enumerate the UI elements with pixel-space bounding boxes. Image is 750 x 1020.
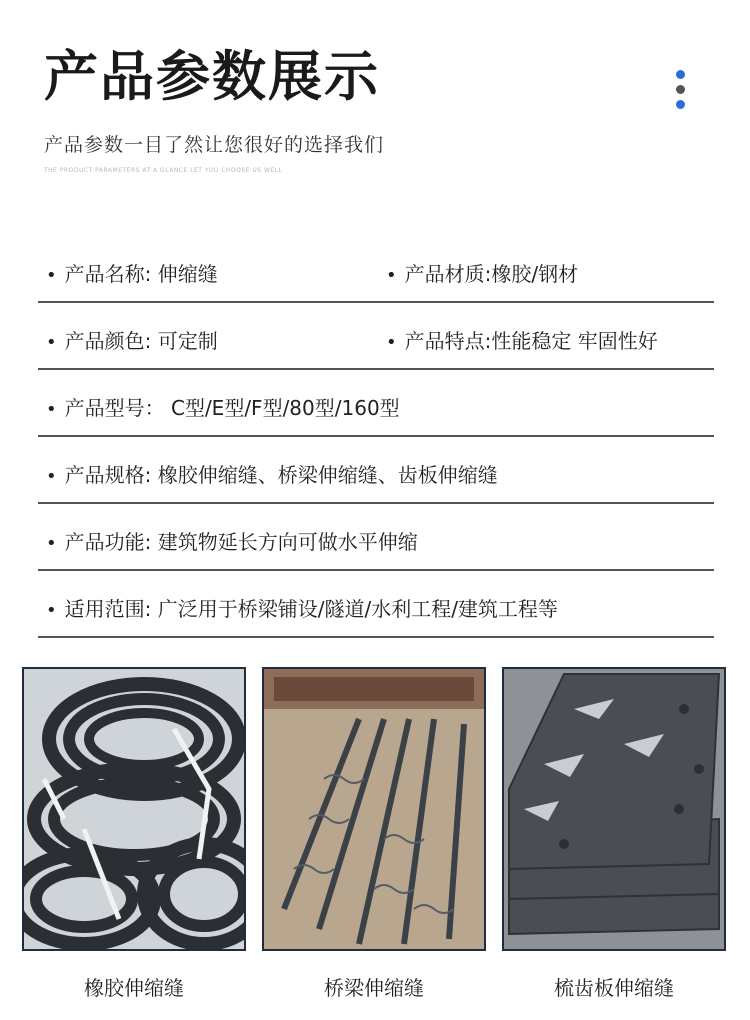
- bullet-icon: •: [46, 533, 57, 554]
- dot-icon: [676, 70, 685, 79]
- param-row: [38, 236, 714, 303]
- param-row: [38, 370, 714, 437]
- param-material: 产品材质:橡胶/钢材: [404, 262, 579, 286]
- bullet-icon: •: [46, 399, 57, 420]
- param-color: 产品颜色: 可定制: [64, 329, 218, 353]
- bullet-icon: •: [46, 466, 57, 487]
- bullet-icon: •: [386, 265, 397, 286]
- photo-caption: 桥梁伸缩缝: [324, 976, 424, 1000]
- param-scope: 适用范围: 广泛用于桥梁铺设/隧道/水利工程/建筑工程等: [64, 597, 558, 621]
- param-row: [38, 571, 714, 638]
- rubber-coil-photo[interactable]: [22, 667, 246, 951]
- param-row: [38, 504, 714, 571]
- param-list: [38, 236, 714, 638]
- page-subtitle: 产品参数一目了然让您很好的选择我们: [44, 134, 385, 156]
- param-model: 产品型号： C型/E型/F型/80型/160型: [64, 396, 400, 420]
- param-row: [38, 303, 714, 370]
- bullet-icon: •: [46, 265, 57, 286]
- photo-caption: 梳齿板伸缩缝: [554, 976, 674, 1000]
- dot-icon: [676, 100, 685, 109]
- param-name: 产品名称: 伸缩缝: [64, 262, 218, 286]
- page-title: 产品参数展示: [44, 45, 380, 108]
- bullet-icon: •: [46, 332, 57, 353]
- bullet-icon: •: [46, 600, 57, 621]
- comb-plate-photo[interactable]: [502, 667, 726, 951]
- param-function: 产品功能: 建筑物延长方向可做水平伸缩: [64, 530, 418, 554]
- param-feature: 产品特点:性能稳定 牢固性好: [404, 329, 658, 353]
- fine-print: THE PRODUCT PARAMETERS AT A GLANCE LET YOU CHOOSE US WELL: [44, 167, 283, 174]
- more-dots-icon[interactable]: [676, 70, 688, 115]
- photo-caption: 橡胶伸缩缝: [84, 976, 184, 1000]
- bridge-joint-photo[interactable]: [262, 667, 486, 951]
- photo-gallery: [22, 667, 728, 953]
- param-row: [38, 437, 714, 504]
- bullet-icon: •: [386, 332, 397, 353]
- param-spec: 产品规格: 橡胶伸缩缝、桥梁伸缩缝、齿板伸缩缝: [64, 463, 498, 487]
- dot-icon: [676, 85, 685, 94]
